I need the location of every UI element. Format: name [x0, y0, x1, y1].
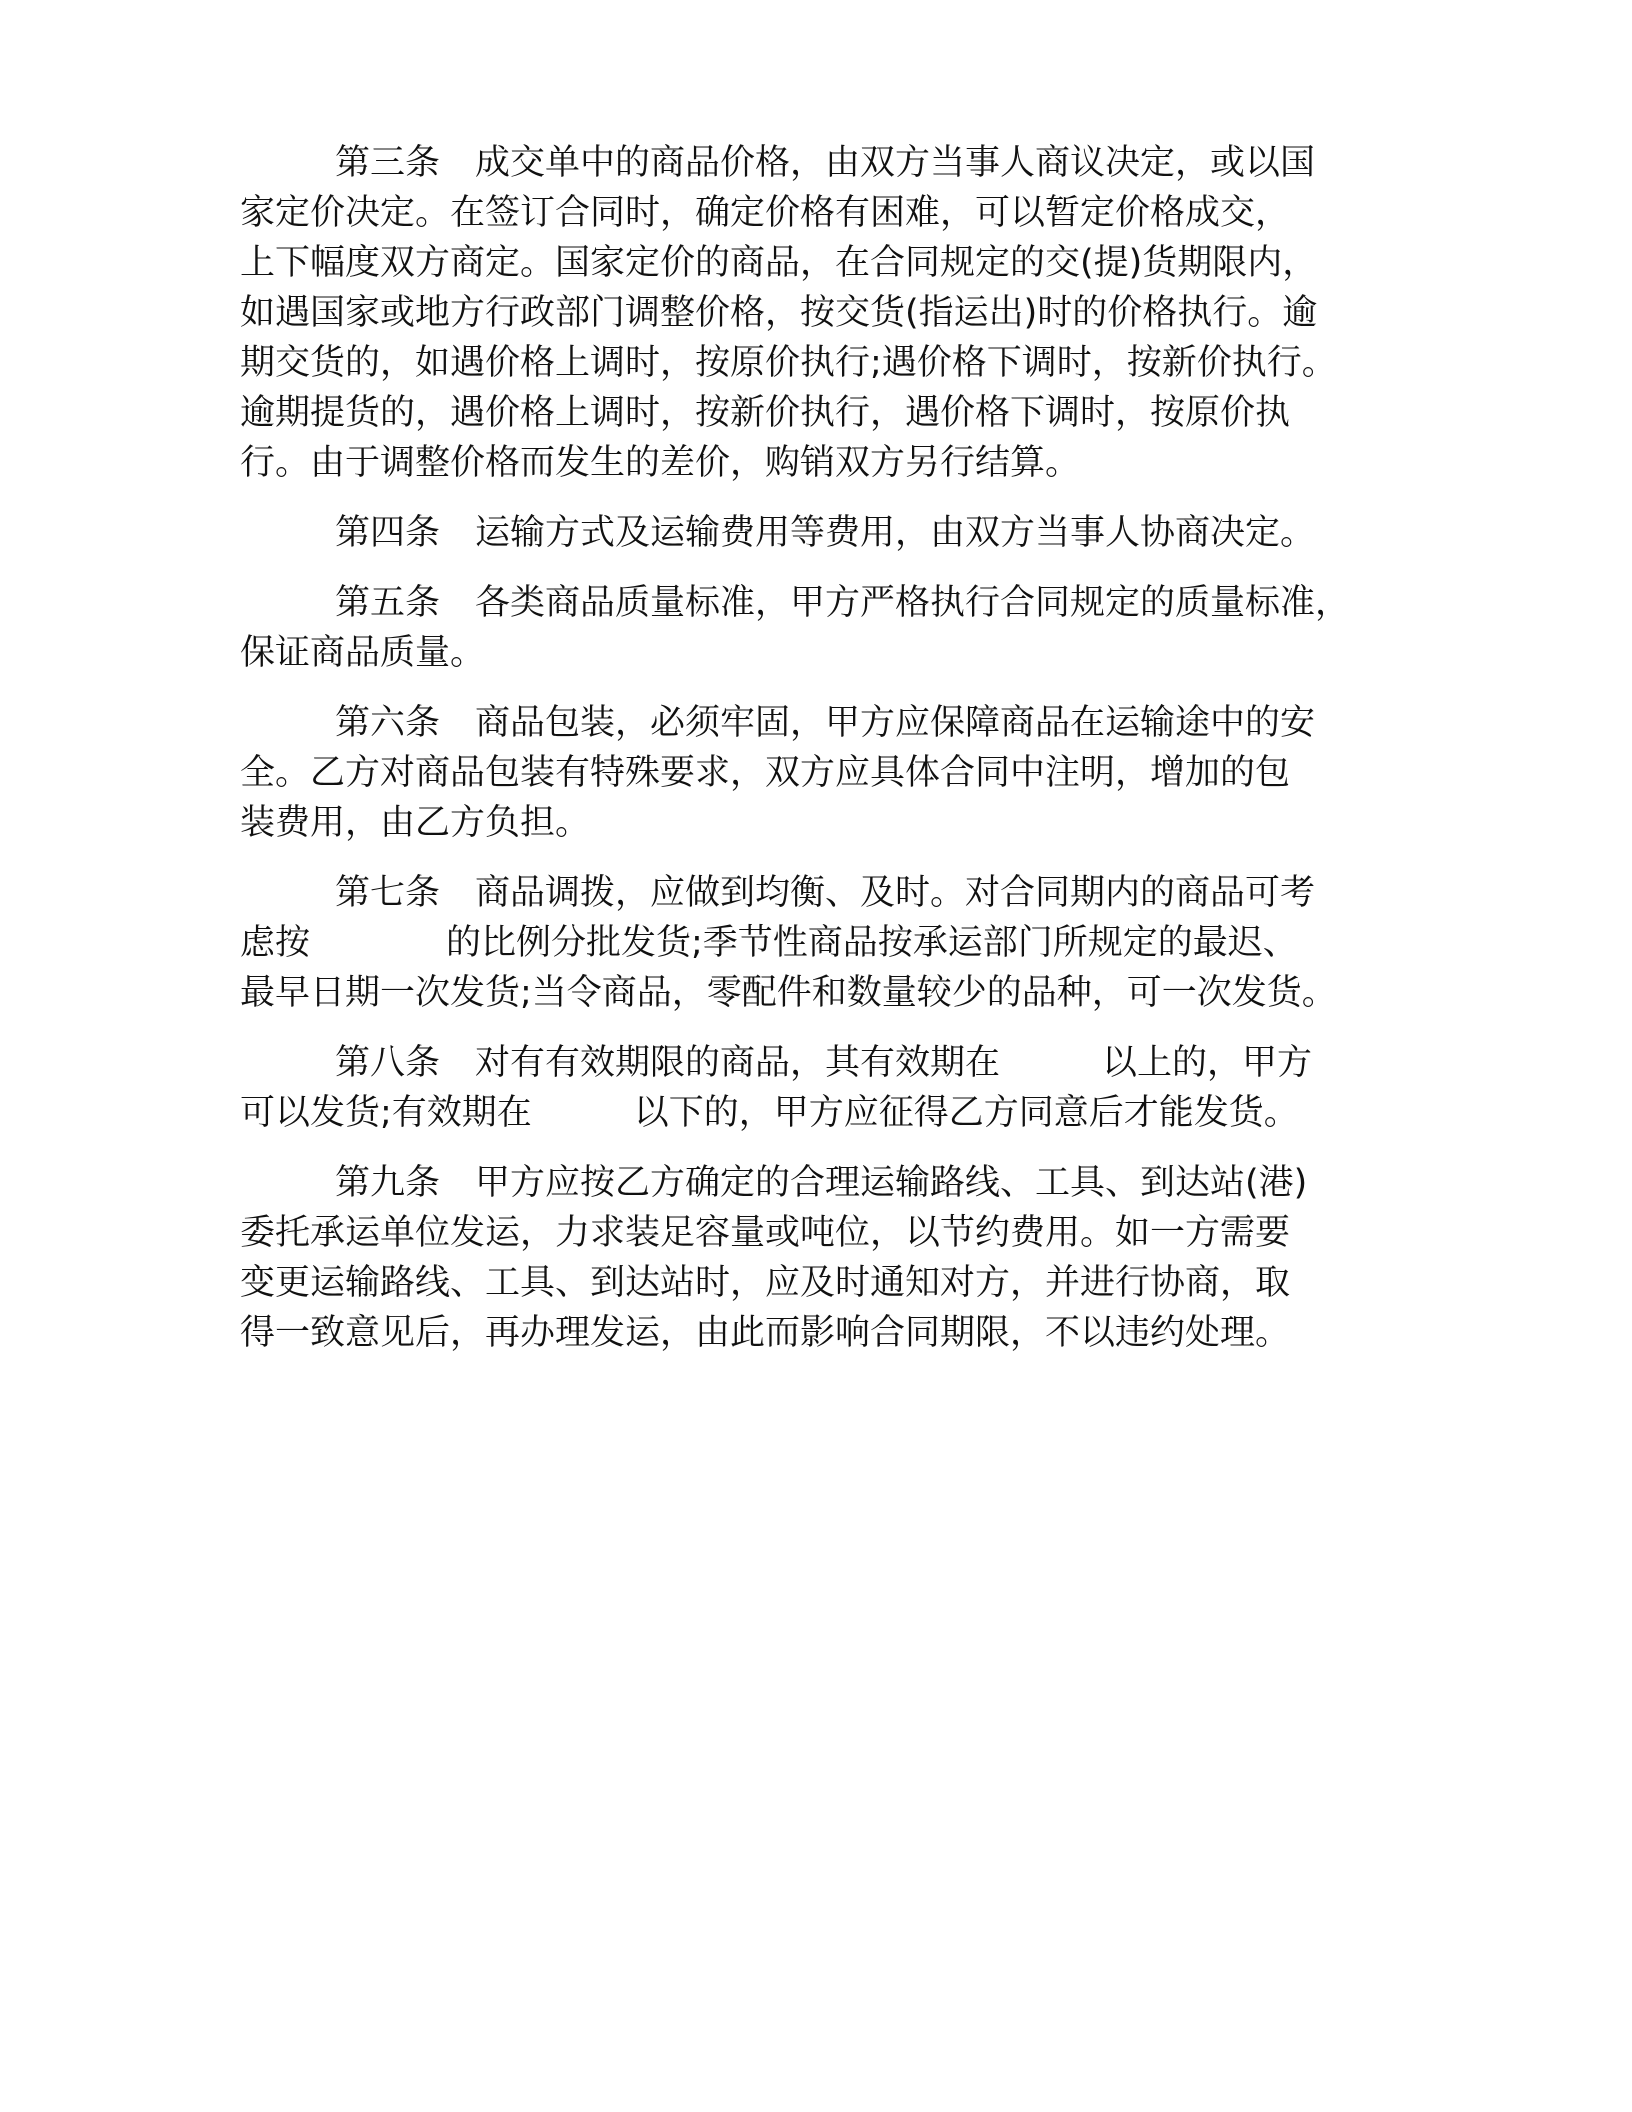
article-7-line-2-after-blank: 的比例分批发货;季节性商品按承运部门所规定的最迟、 — [446, 923, 1298, 963]
article-3-line-5: 期交货的，如遇价格上调时，按原价执行;遇价格下调时，按新价执行。 — [240, 343, 1337, 383]
article-7-line-1: 第七条 商品调拨，应做到均衡、及时。对合同期内的商品可考 — [335, 873, 1316, 913]
article-6-line-1: 第六条 商品包装，必须牢固，甲方应保障商品在运输途中的安 — [335, 703, 1316, 743]
article-8-line-2-after-blank: 以下的，甲方应征得乙方同意后才能发货。 — [633, 1093, 1299, 1133]
article-9-line-3: 变更运输路线、工具、到达站时，应及时通知对方，并进行协商，取 — [240, 1263, 1291, 1303]
article-4-line-1: 第四条 运输方式及运输费用等费用，由双方当事人协商决定。 — [335, 513, 1316, 553]
article-3-line-7: 行。由于调整价格而发生的差价，购销双方另行结算。 — [240, 443, 1081, 483]
article-9-line-1: 第九条 甲方应按乙方确定的合理运输路线、工具、到达站(港) — [335, 1163, 1308, 1203]
article-7-line-3: 最早日期一次发货;当令商品，零配件和数量较少的品种，可一次发货。 — [240, 973, 1337, 1013]
article-5-line-2: 保证商品质量。 — [240, 633, 486, 673]
article-5-line-1: 第五条 各类商品质量标准，甲方严格执行合同规定的质量标准， — [335, 583, 1351, 623]
article-8-line-1 — [335, 1041, 1312, 1085]
article-6-line-3: 装费用，由乙方负担。 — [240, 803, 591, 843]
article-9-line-4: 得一致意见后，再办理发运，由此而影响合同期限，不以违约处理。 — [240, 1313, 1291, 1353]
article-9-line-2: 委托承运单位发运，力求装足容量或吨位，以节约费用。如一方需要 — [240, 1213, 1291, 1253]
article-8-line-2-before-blank: 可以发货;有效期在 — [240, 1093, 532, 1133]
article-8-line-2 — [240, 1091, 1299, 1135]
article-3-line-1: 第三条 成交单中的商品价格，由双方当事人商议决定，或以国 — [335, 143, 1316, 183]
article-3-line-4: 如遇国家或地方行政部门调整价格，按交货(指运出)时的价格执行。逾 — [240, 293, 1318, 333]
article-8-line-1-before-blank: 第八条 对有有效期限的商品，其有效期在 — [335, 1043, 1001, 1083]
article-8-line-1-after-blank: 以上的，甲方 — [1102, 1043, 1313, 1083]
article-3-line-3: 上下幅度双方商定。国家定价的商品，在合同规定的交(提)货期限内， — [240, 243, 1318, 283]
article-3-line-6: 逾期提货的，遇价格上调时，按新价执行，遇价格下调时，按原价执 — [240, 393, 1291, 433]
article-7-line-2 — [240, 921, 1298, 965]
article-6-line-2: 全。乙方对商品包装有特殊要求，双方应具体合同中注明，增加的包 — [240, 753, 1291, 793]
article-3-line-2: 家定价决定。在签订合同时，确定价格有困难，可以暂定价格成交， — [240, 193, 1291, 233]
article-7-line-2-before-blank: 虑按 — [240, 923, 311, 963]
